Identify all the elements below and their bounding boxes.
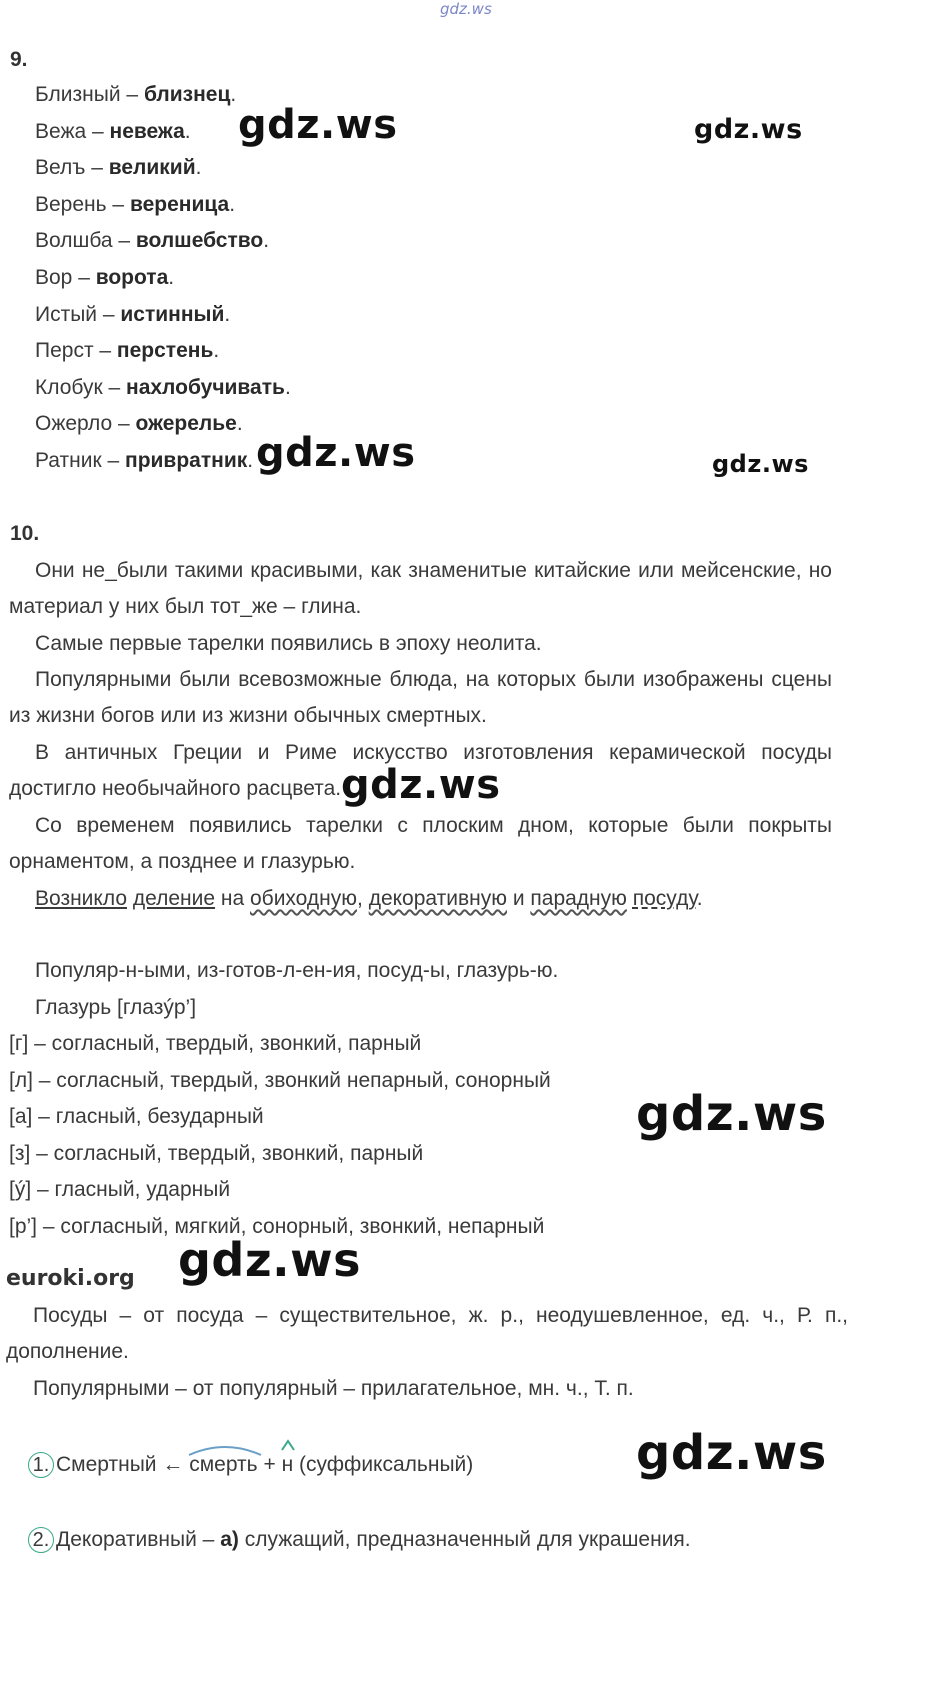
watermark: gdz.ws [694,114,803,145]
punctuation: . [236,412,243,436]
paragraph-2: Самые первые тарелки появились в эпоху неолита. [35,632,542,655]
task-9-number: 9. [10,48,28,71]
phonetic-title: Глазурь [глазýр’] [35,996,197,1019]
modern-word: великий [108,156,196,180]
watermark: gdz.ws [178,1233,361,1287]
text-fragment: , [357,887,369,910]
root-word [189,1453,257,1476]
word-pair-row [35,301,230,329]
modern-word: близнец [143,83,231,106]
derived-word: Смертный [56,1453,157,1476]
old-word: Перст – [35,339,117,363]
word-pair-row [35,118,191,146]
modern-word: нахлобучивать [126,375,285,399]
watermark: gdz.ws [636,1425,827,1481]
old-word: Волшба – [35,229,136,253]
plus-sign: + [257,1453,282,1476]
paragraph-1-line-1: Они не_были такими красивыми, как знаменитые китайские или мейсенские, но [35,559,832,582]
text-fragment: и [506,887,531,910]
morpheme-division: Популяр-н-ыми, из-готов-л-ен-ия, посуд-ы, глазурь-ю. [35,959,559,982]
old-word: Истый – [35,302,121,326]
root-text: смерть [189,1453,258,1476]
phonetic-row: [з] – согласный, твердый, звонкий, парный [9,1141,424,1165]
watermark: gdz.ws [341,762,501,808]
word-pair-row [35,264,174,292]
old-word: Ожерло – [35,412,136,436]
phonetic-row: [а] – гласный, безударный [9,1105,264,1128]
morph-analysis-1-line-1: Посуды – от посуда – существительное, ж. р., неодушевленное, ед. ч., Р. п., [33,1304,848,1327]
text-fragment: . [696,887,703,910]
derivation-arrow: ← [156,1453,190,1476]
item-number-circle: 2. [28,1527,54,1553]
phonetic-row: [р’] – согласный, мягкий, сонорный, звонкий, непарный [9,1214,545,1238]
punctuation: . [224,302,231,326]
word-formation-item-1 [28,1451,473,1479]
attribute-word-2: декоративную [368,887,507,910]
paragraph-1-line-2: материал у них был тот_же – глина. [9,595,362,618]
word-meaning-item-2 [28,1526,691,1554]
modern-word: ожерелье [135,412,237,436]
morph-analysis-1-line-2: дополнение. [6,1340,129,1363]
punctuation: . [195,156,202,180]
predicate-word: деление [132,887,216,910]
old-word: Вор – [35,266,96,289]
old-word: Велъ – [35,156,109,180]
paragraph-6-parsed-sentence [35,885,703,913]
phonetic-row: [ý] – гласный, ударный [9,1178,231,1201]
old-word: Верень – [35,192,130,216]
punctuation: . [284,375,291,399]
paragraph-5-line-1: Со временем появились тарелки с плоским дном, которые были покрыты [35,814,832,837]
paragraph-4-line-2: достигло необычайного расцвета. [9,777,342,800]
paragraph-4-line-1: В античных Греции и Риме искусство изготовления керамической посуды [35,741,832,764]
watermark: gdz.ws [238,102,398,148]
modern-word: волшебство [135,229,264,253]
suffix-letter [282,1453,294,1476]
old-word: Ратник – [35,449,126,472]
punctuation: . [247,449,254,472]
meaning-text: служащий, предназначенный для украшения. [238,1528,691,1551]
text-fragment: на [215,887,250,910]
formation-type: (суффиксальный) [293,1453,474,1476]
meaning-label: а) [220,1528,239,1551]
item-number-circle: 1. [28,1452,54,1478]
source-label: euroki.org [6,1266,135,1291]
punctuation: . [229,192,236,216]
task-10-number: 10. [10,522,40,545]
old-word: Вежа – [35,119,110,143]
modern-word: привратник [125,449,248,472]
word-pair-row [35,410,243,438]
morph-analysis-2: Популярными – от популярный – прилагательное, мн. ч., Т. п. [33,1377,634,1400]
punctuation: . [213,339,220,363]
modern-word: перстень [116,339,214,363]
word-pair-row [35,227,269,255]
word-text: Декоративный – [56,1528,221,1551]
paragraph-3-line-2: из жизни богов или из жизни обычных смертных. [9,704,487,727]
old-word: Близный – [35,83,144,106]
suffix-text: н [281,1453,294,1476]
attribute-word-1: обиходную [249,887,358,910]
watermark: gdz.ws [636,1086,827,1142]
word-pair-row [35,447,253,475]
punctuation: . [230,83,237,106]
punctuation: . [263,229,270,253]
phonetic-row: [г] – согласный, твердый, звонкий, парный [9,1032,422,1055]
top-watermark: gdz.ws [440,0,492,18]
punctuation: . [184,119,191,143]
word-pair-row [35,154,201,182]
old-word: Клобук – [35,375,127,399]
watermark: gdz.ws [256,430,416,476]
paragraph-5-line-2: орнаментом, а позднее и глазурью. [9,850,356,873]
object-word: посуду [632,887,697,910]
root-arc-icon [187,1443,263,1457]
attribute-word-3: парадную [530,887,627,910]
suffix-caret-icon [281,1439,295,1451]
modern-word: истинный [120,302,225,326]
word-pair-row [35,81,236,109]
word-pair-row [35,191,235,219]
modern-word: невежа [109,119,185,143]
punctuation: . [168,266,175,289]
modern-word: вереница [129,192,230,216]
watermark: gdz.ws [712,450,809,478]
word-pair-row [35,374,291,402]
phonetic-row: [л] – согласный, твердый, звонкий непарный, сонорный [9,1068,551,1092]
modern-word: ворота [95,266,169,289]
paragraph-3-line-1: Популярными были всевозможные блюда, на которых были изображены сцены [35,668,832,691]
word-pair-row [35,337,219,365]
subject-word: Возникло [35,887,127,910]
